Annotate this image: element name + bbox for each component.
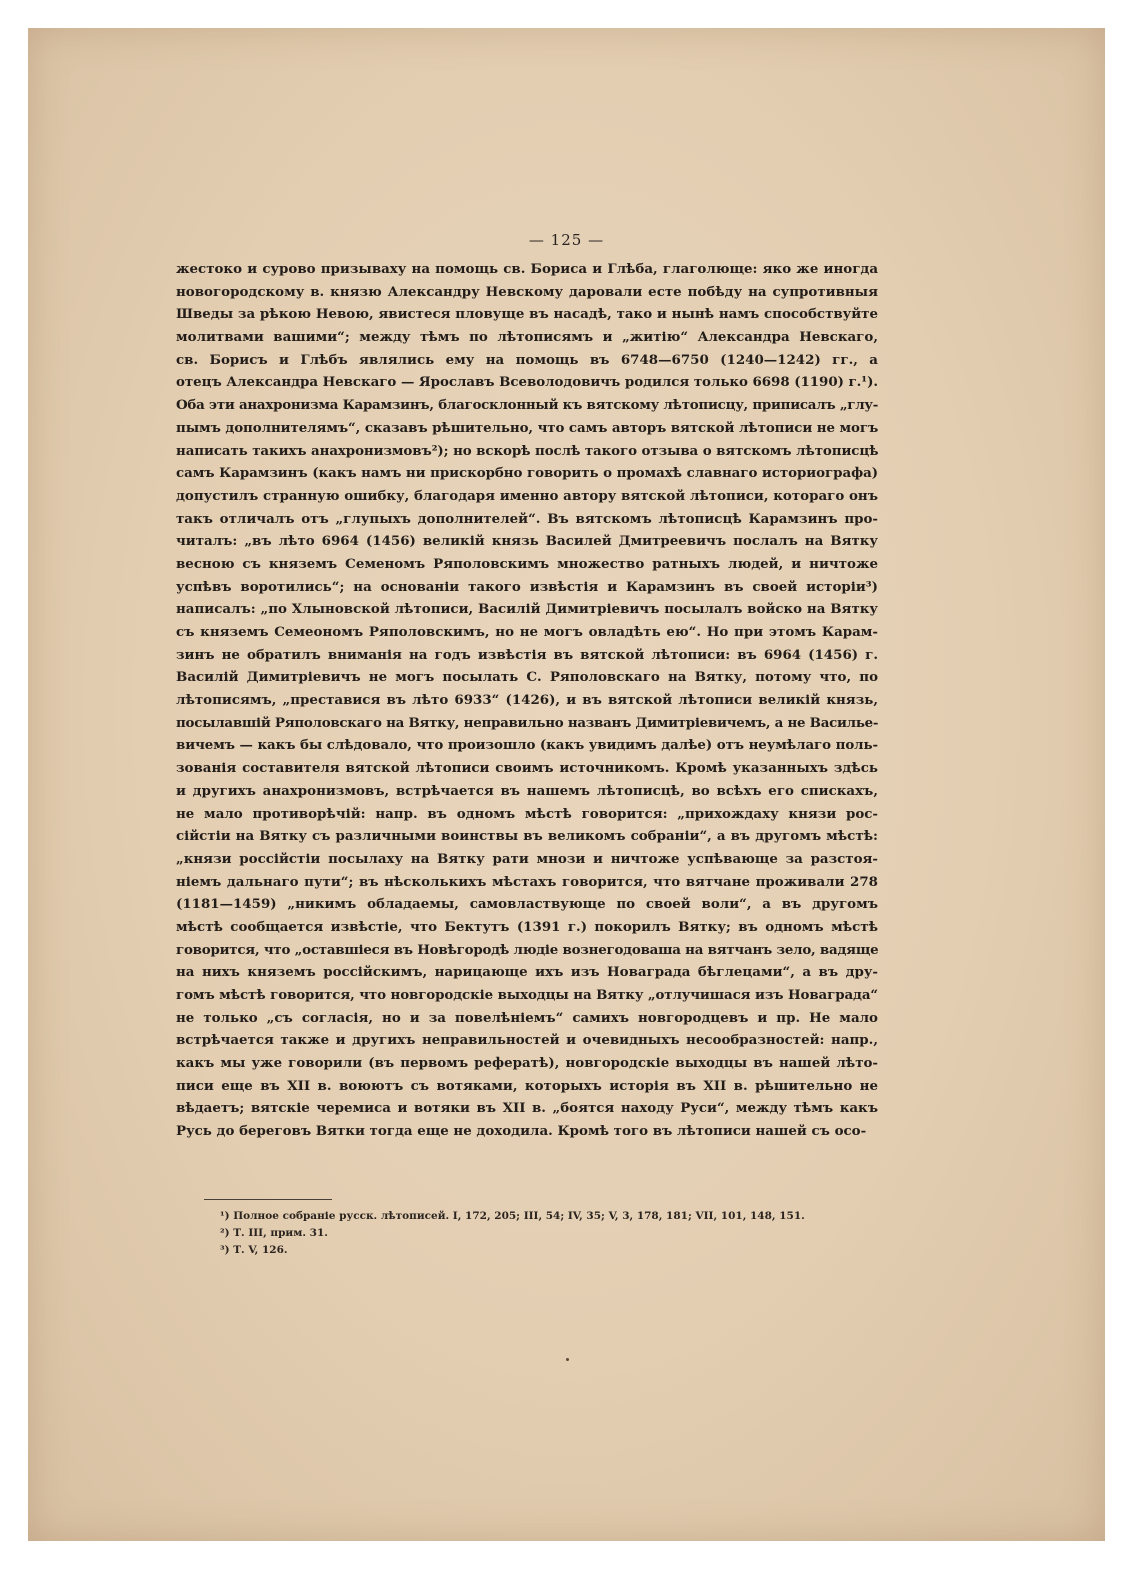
text-line: зованія составителя вятской лѣтописи своимъ источникомъ. Кромѣ указанныхъ здѣсь bbox=[176, 760, 878, 777]
text-line: Василій Димитріевичъ не могъ посылать С. Ряполовскаго на Вятку, потому что, по bbox=[176, 669, 878, 686]
text-line: зинъ не обратилъ вниманія на годъ извѣстія въ вятской лѣтописи: въ 6964 (1456) г. bbox=[176, 646, 878, 663]
text-line: лѣтописямъ, „преставися въ лѣто 6933“ (1426), и въ вятской лѣтописи великій князь, bbox=[176, 692, 878, 709]
text-line: мѣстѣ сообщается извѣстіе, что Бектутъ (1391 г.) покорилъ Вятку; въ одномъ мѣстѣ bbox=[176, 918, 878, 935]
page-number: — 125 — bbox=[528, 231, 605, 249]
text-line: допустилъ странную ошибку, благодаря именно автору вятской лѣтописи, котораго онъ bbox=[176, 487, 878, 504]
body-text bbox=[176, 258, 878, 1143]
text-line: Шведы за рѣкою Невою, явистеся пловуще въ насадѣ, тако и нынѣ намъ способствуйте bbox=[176, 306, 878, 323]
text-line: „князи россійстіи посылаху на Вятку рати мнози и ничтоже успѣвающе за разстоя- bbox=[176, 850, 878, 867]
footnote-2: ²) Т. III, прим. 31. bbox=[220, 1227, 328, 1239]
text-line: и другихъ анахронизмовъ, встрѣчается въ нашемъ лѣтописцѣ, во всѣхъ его спискахъ, bbox=[176, 782, 878, 799]
text-line: Оба эти анахронизма Карамзинъ, благосклонный къ вятскому лѣтописцу, приписалъ „глу- bbox=[176, 397, 879, 414]
text-line: на нихъ княземъ россійскимъ, нарицающе ихъ изъ Новаграда бѣглецами“, а въ дру- bbox=[176, 964, 878, 981]
text-line: вичемъ — какъ бы слѣдовало, что произошло (какъ увидимъ далѣе) отъ неумѣлаго поль- bbox=[176, 737, 878, 754]
text-line: св. Борисъ и Глѣбъ являлись ему на помощь въ 6748—6750 (1240—1242) гг., а bbox=[176, 351, 878, 368]
text-line: гомъ мѣстѣ говорится, что новгородскіе выходцы на Вятку „отлучишася изъ Новаграда“ bbox=[176, 987, 878, 1003]
text-line: встрѣчается также и другихъ неправильностей и очевидныхъ несообразностей: напр., bbox=[176, 1032, 878, 1049]
text-line: написать такихъ анахронизмовъ²); но вскорѣ послѣ такого отзыва о вятскомъ лѣтописцѣ bbox=[176, 442, 879, 459]
footnote-divider bbox=[204, 1199, 332, 1200]
text-line: отецъ Александра Невскаго — Ярославъ Всеволодовичъ родился только 6698 (1190) г.¹). bbox=[176, 374, 878, 391]
text-line: читалъ: „въ лѣто 6964 (1456) великій князь Василей Дмитреевичъ послалъ на Вятку bbox=[176, 533, 878, 550]
text-line: жестоко и сурово призываху на помощь св. Бориса и Глѣба, глаголюще: яко же иногда bbox=[176, 261, 878, 277]
text-line: съ княземъ Семеономъ Ряполовскимъ, но не могъ овладѣть ею“. Но при этомъ Карам- bbox=[176, 624, 878, 640]
text-line: новогородскому в. князю Александру Невскому даровали есте побѣду на супротивныя bbox=[176, 283, 878, 300]
text-line: сійстіи на Вятку съ различными воинствы въ великомъ собраніи“, а въ другомъ мѣстѣ: bbox=[176, 828, 878, 845]
text-line: успѣвъ воротились“; на основаніи такого извѣстія и Карамзинъ въ своей исторіи³) bbox=[176, 578, 878, 595]
text-line: не мало противорѣчій: напр. въ одномъ мѣстѣ говорится: „прихождаху князи рос- bbox=[176, 805, 878, 822]
text-line: пымъ дополнителямъ“, сказавъ рѣшительно, что самъ авторъ вятской лѣтописи не могъ bbox=[176, 419, 879, 436]
text-line: какъ мы уже говорили (въ первомъ рефератѣ), новгородскіе выходцы въ нашей лѣто- bbox=[176, 1055, 878, 1072]
text-line: (1181—1459) „никимъ обладаемы, самовластвующе по своей воли“, а въ другомъ bbox=[176, 896, 878, 913]
footnote-1: ¹) Полное собраніе русск. лѣтописей. I, 172, 205; III, 54; IV, 35; V, 3, 178, 181; VII, 101, 148, 151. bbox=[220, 1210, 805, 1222]
scanned-page bbox=[28, 28, 1105, 1541]
paper-speck bbox=[566, 1358, 569, 1361]
text-line: такъ отличалъ отъ „глупыхъ дополнителей“. Въ вятскомъ лѣтописцѣ Карамзинъ про- bbox=[176, 510, 878, 527]
text-line: Русь до береговъ Вятки тогда еще не доходила. Кромѣ того въ лѣтописи нашей съ осо- bbox=[176, 1123, 867, 1140]
text-line: вѣдаетъ; вятскіе черемиса и вотяки въ XII в. „боятся находу Руси“, между тѣмъ какъ bbox=[176, 1100, 878, 1117]
text-line: самъ Карамзинъ (какъ намъ ни прискорбно говорить о промахѣ славнаго историографа) bbox=[176, 465, 878, 482]
text-line: говорится, что „оставшіеся въ Новѣгородѣ людіе вознегодоваша на вятчанъ зело, вадяще bbox=[176, 941, 879, 958]
text-line: ніемъ дальнаго пути“; въ нѣсколькихъ мѣстахъ говорится, что вятчане проживали 278 bbox=[176, 873, 878, 890]
text-line: посылавшій Ряполовскаго на Вятку, неправильно названъ Димитріевичемъ, а не Василье- bbox=[176, 714, 879, 731]
text-line: весною съ княземъ Семеномъ Ряполовскимъ множество ратныхъ людей, и ничтоже bbox=[176, 555, 878, 572]
text-line: молитвами вашими“; между тѣмъ по лѣтописямъ и „житію“ Александра Невскаго, bbox=[176, 329, 878, 346]
text-line: не только „съ согласія, но и за повелѣніемъ“ самихъ новгородцевъ и пр. Не мало bbox=[176, 1009, 878, 1026]
footnotes bbox=[220, 1208, 805, 1259]
text-line: писи еще въ XII в. воюютъ съ вотяками, которыхъ исторія въ XII в. рѣшительно не bbox=[176, 1077, 878, 1094]
text-line: написалъ: „по Хлыновской лѣтописи, Василій Димитріевичъ посылалъ войско на Вятку bbox=[176, 601, 878, 618]
footnote-3: ³) Т. V, 126. bbox=[220, 1244, 288, 1256]
